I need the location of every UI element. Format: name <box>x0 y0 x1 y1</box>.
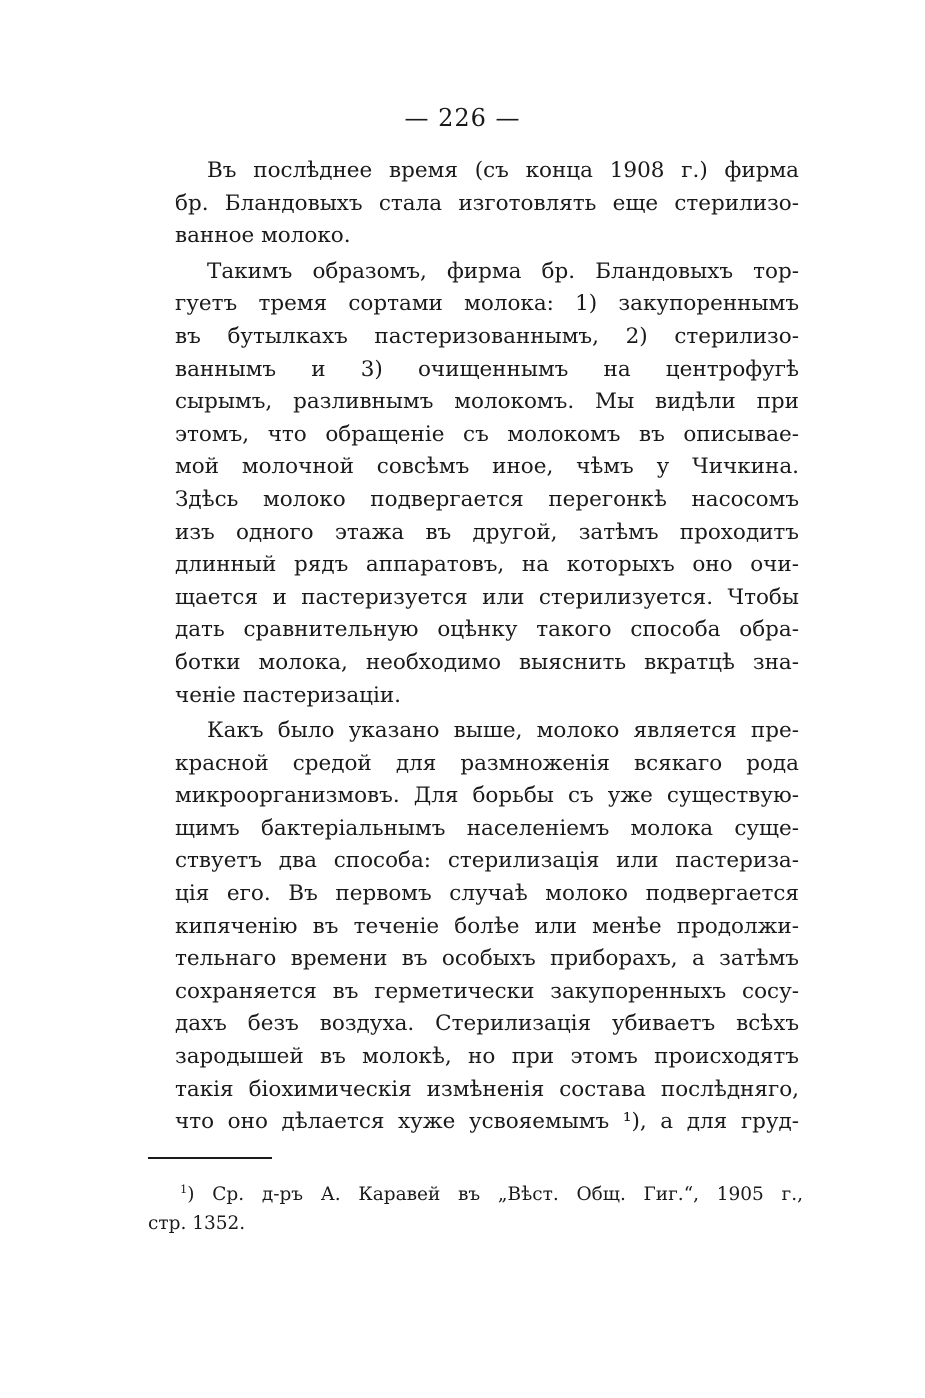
text-line: ція его. Въ первомъ случаѣ молоко подвергается <box>175 881 799 907</box>
text-line: такія біохимическія измѣненія состава послѣдняго, <box>175 1076 799 1102</box>
footnote-marker: 1 <box>180 1181 188 1196</box>
text-line: бр. Бландовыхъ стала изготовлять еще стерилизо- <box>175 190 799 216</box>
text-line: Такимъ образомъ, фирма бр. Бландовыхъ тор- <box>207 258 799 284</box>
text-line: красной средой для размноженія всякаго рода <box>175 750 799 776</box>
text-line: зародышей въ молокѣ, но при этомъ происходятъ <box>175 1044 799 1070</box>
paragraph-1 <box>144 155 799 253</box>
footnote-divider <box>148 1157 272 1159</box>
footnote <box>148 1180 803 1238</box>
paragraph-2 <box>144 256 799 712</box>
text-line: мой молочной совсѣмъ иное, чѣмъ у Чичкина. <box>175 454 799 480</box>
text-line: ванное молоко. <box>175 223 351 249</box>
text-line: Какъ было указано выше, молоко является пре- <box>207 718 799 744</box>
text-line: гуетъ тремя сортами молока: 1) закупореннымъ <box>175 291 799 317</box>
text-line: ствуетъ два способа: стерилизація или пастериза- <box>175 848 799 874</box>
text-line: сырымъ, разливнымъ молокомъ. Мы видѣли при <box>175 389 799 415</box>
page-number: — 226 — <box>404 104 521 132</box>
body-text <box>144 155 799 1142</box>
text-line: этомъ, что обращеніе съ молокомъ въ описывае- <box>175 421 799 447</box>
text-line: сохраняется въ герметически закупоренныхъ сосу- <box>175 978 799 1004</box>
footnote-text: Ср. д-ръ А. Каравей въ „Вѣст. Общ. Гиг.“, 1905 г., <box>212 1184 803 1205</box>
text-line: что оно дѣлается хуже усвояемымъ ¹), а для груд- <box>175 1109 799 1135</box>
footnote-line <box>148 1180 803 1209</box>
footnote-line: стр. 1352. <box>148 1213 246 1234</box>
text-line: ченіе пастеризаціи. <box>175 682 402 708</box>
text-line: ваннымъ и 3) очищеннымъ на центрофугѣ <box>175 356 799 382</box>
text-line: щимъ бактеріальнымъ населеніемъ молока суще- <box>175 815 799 841</box>
footnote-marker-paren: ) <box>187 1184 195 1205</box>
text-line: дахъ безъ воздуха. Стерилизація убиваетъ всѣхъ <box>175 1011 799 1037</box>
text-line: въ бутылкахъ пастеризованнымъ, 2) стерилизо- <box>175 323 799 349</box>
text-line: изъ одного этажа въ другой, затѣмъ проходитъ <box>175 519 799 545</box>
text-line: Въ послѣднее время (съ конца 1908 г.) фирма <box>207 158 799 183</box>
text-line: дать сравнительную оцѣнку такого способа обра- <box>175 617 799 643</box>
text-line: длинный рядъ аппаратовъ, на которыхъ оно очи- <box>175 552 799 578</box>
text-line: ботки молока, необходимо выяснить вкратцѣ зна- <box>175 649 799 675</box>
text-line: тельнаго времени въ особыхъ приборахъ, а затѣмъ <box>175 946 799 972</box>
text-line: кипяченію въ теченіе болѣе или менѣе продолжи- <box>175 913 799 939</box>
paragraph-3 <box>144 715 799 1139</box>
text-line: микроорганизмовъ. Для борьбы съ уже существую- <box>175 783 799 809</box>
text-line: Здѣсь молоко подвергается перегонкѣ насосомъ <box>175 486 799 512</box>
text-line: щается и пастеризуется или стерилизуется. Чтобы <box>175 584 799 610</box>
